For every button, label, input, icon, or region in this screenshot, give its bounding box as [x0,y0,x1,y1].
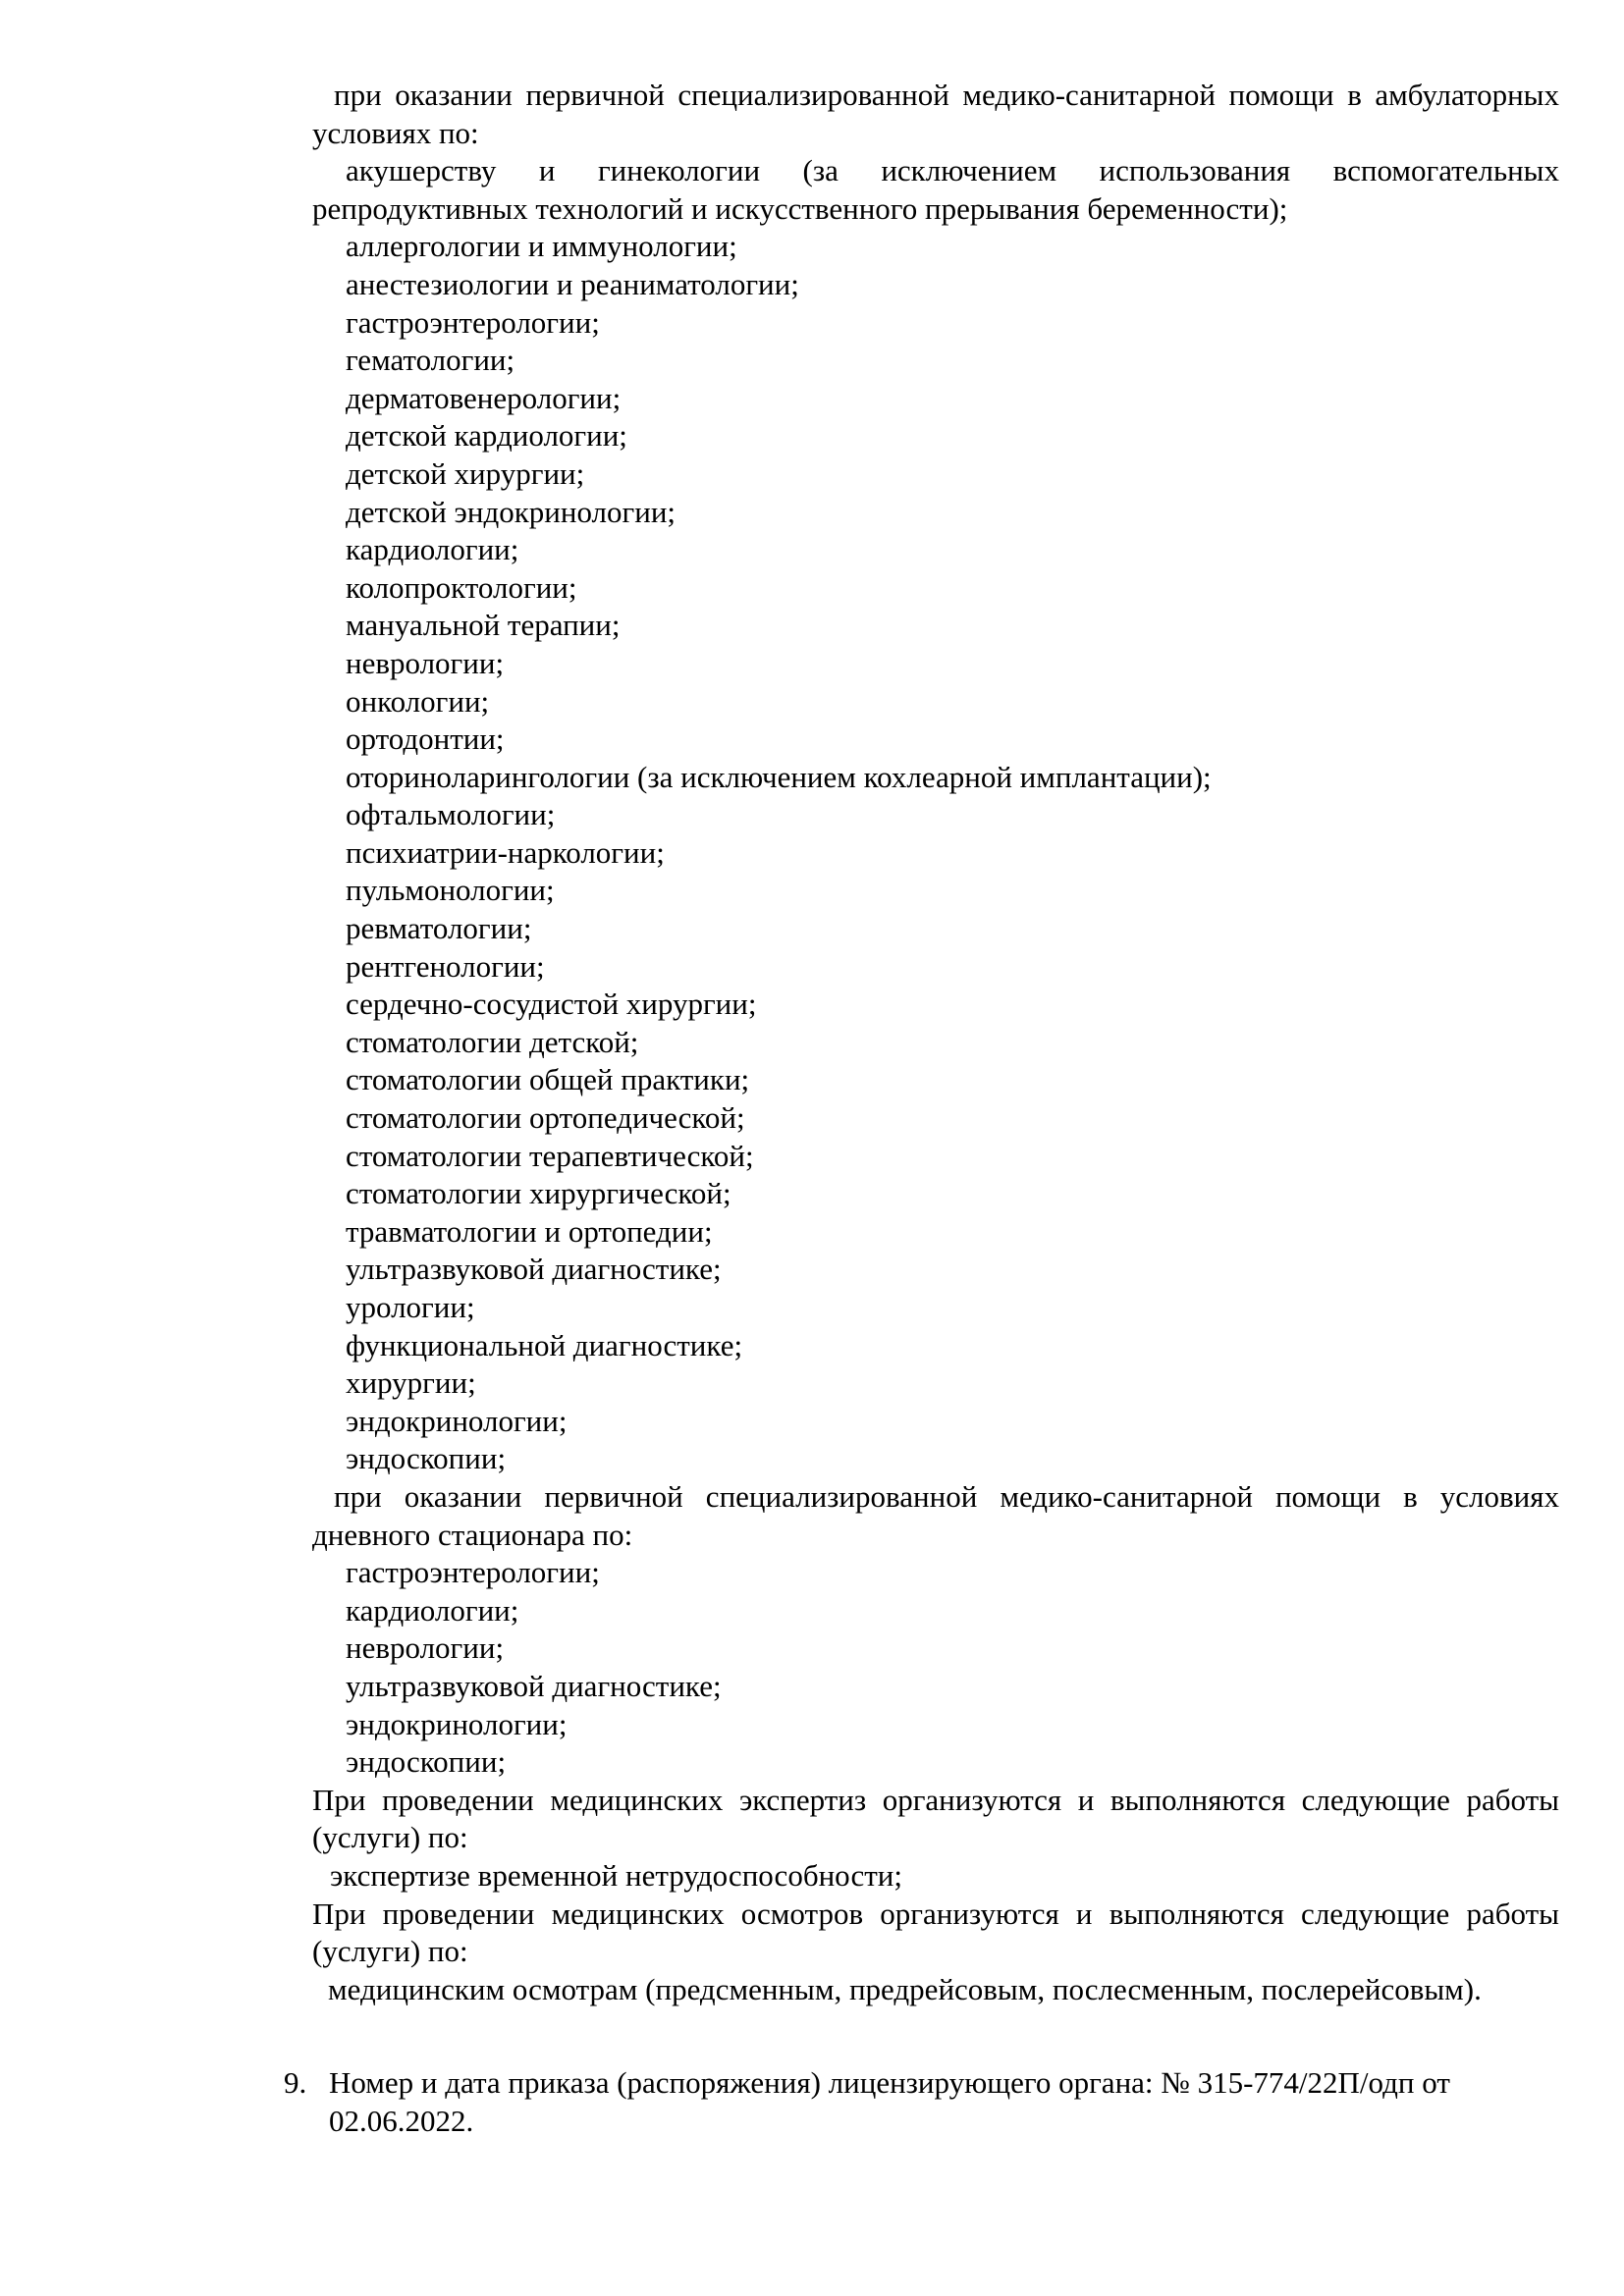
list-item: сердечно-сосудистой хирургии; [346,987,757,1022]
list-item: неврологии; [346,645,505,680]
section-outpatient [312,77,1559,1478]
list-item: ортодонтии; [346,721,505,757]
list-item: психиатрии-наркологии; [346,834,665,870]
list-item: пульмонологии; [346,873,555,908]
list-item: детской эндокринологии; [346,494,677,529]
list-item: эндокринологии; [346,1706,568,1741]
list-item: ультразвуковой диагностике; [346,1252,722,1287]
list-item: ультразвуковой диагностике; [346,1668,722,1703]
item-number: 9. [284,2065,307,2100]
list-item: кардиологии; [346,1592,519,1628]
list-item: медицинским осмотрам (предсменным, предрейсовым, послесменным, послерейсовым). [328,1971,1482,2006]
list-item: эндоскопии; [346,1744,507,1780]
list-item: эндокринологии; [346,1403,568,1438]
list-item: травматологии и ортопедии; [346,1213,713,1249]
day-hospital-specialties-list [312,1554,1559,1782]
section-day-hospital [312,1478,1559,1782]
list-item: стоматологии ортопедической; [346,1100,745,1136]
list-item: стоматологии общей практики; [346,1062,750,1097]
list-item: экспертизе временной нетрудоспособности; [330,1857,902,1893]
list-item: офтальмологии; [346,797,556,832]
list-item: стоматологии хирургической; [346,1176,731,1211]
section-exams-intro: При проведении медицинских осмотров организуются и выполняются следующие работы (услуги) по: [312,1896,1559,1969]
section-exams [312,1896,1559,2009]
list-item: функциональной диагностике; [346,1327,743,1362]
list-item: дерматовенерологии; [346,380,622,415]
list-item: анестезиологии и реаниматологии; [346,266,799,301]
list-item: гематологии; [346,343,515,378]
list-item: гастроэнтерологии; [346,304,600,340]
expertise-list [312,1857,1559,1896]
list-item: акушерству и гинекологии (за исключением использования вспомогательных репродуктивных технологий и искусственного прерывания беременности); [312,153,1559,226]
list-item: оториноларингологии (за исключением кохлеарной имплантации); [346,759,1212,794]
list-item: ревматологии; [346,911,532,946]
list-item: детской кардиологии; [346,418,627,454]
list-item: онкологии; [346,683,490,719]
list-item: детской хирургии; [346,455,585,491]
list-item: хирургии; [346,1365,476,1401]
outpatient-specialties-list [312,228,1559,1478]
list-item: урологии; [346,1290,475,1324]
list-item: стоматологии терапевтической; [346,1138,754,1173]
section-expertise-intro: При проведении медицинских экспертиз организуются и выполняются следующие работы (услуги) по: [312,1782,1559,1855]
section-expertise [312,1782,1559,1896]
list-item: эндоскопии; [346,1441,507,1476]
list-item: рентгенологии; [346,948,545,984]
section-outpatient-intro: при оказании первичной специализированной медико-санитарной помощи в амбулаторных условиях по: [312,78,1559,150]
numbered-item-9 [284,2064,1560,2140]
list-item: гастроэнтерологии; [346,1555,600,1590]
section-day-hospital-intro: при оказании первичной специализированной медико-санитарной помощи в условиях дневного стационара по: [312,1478,1559,1552]
list-item: мануальной терапии; [346,608,621,643]
license-services-text [312,77,1559,2008]
list-item: колопроктологии; [346,569,577,605]
order-number-and-date: Номер и дата приказа (распоряжения) лицензирующего органа: № 315-774/22П/одп от 02.06.2022. [329,2065,1450,2138]
list-item: стоматологии детской; [346,1024,639,1059]
list-item: аллергологии и иммунологии; [346,229,737,264]
list-item: неврологии; [346,1630,505,1666]
list-item: кардиологии; [346,532,519,567]
